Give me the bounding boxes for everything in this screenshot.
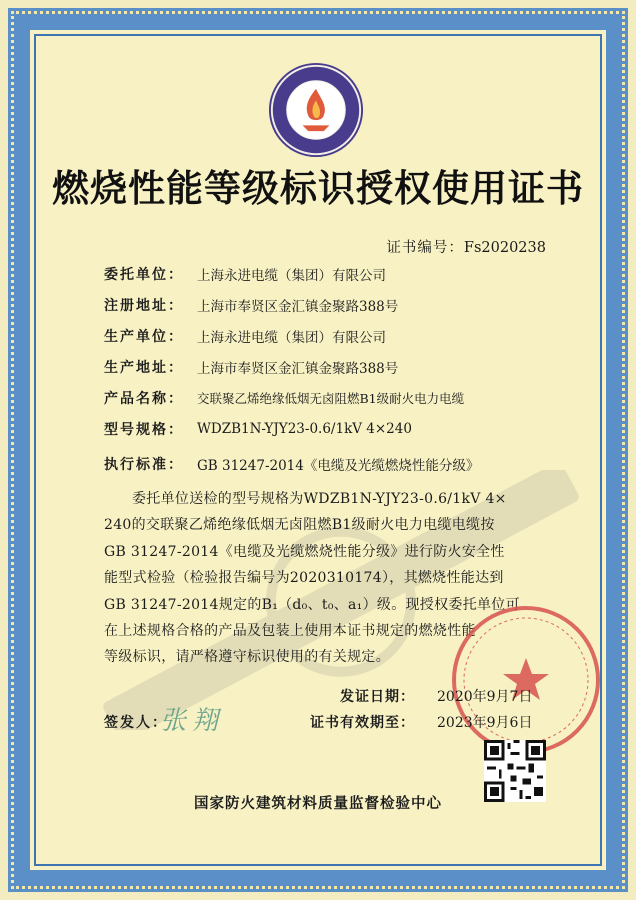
field-manufacturer bbox=[104, 320, 564, 351]
field-value: 上海市奉贤区金汇镇金聚路388号 bbox=[197, 360, 399, 377]
statement-line: 240的交联聚乙烯绝缘低烟无卤阻燃B1级耐火电力电缆电缆按 bbox=[104, 517, 495, 534]
field-standard bbox=[104, 448, 564, 479]
valid-until-date bbox=[310, 712, 532, 732]
certificate-title: 燃烧性能等级标识授权使用证书 bbox=[52, 166, 584, 210]
statement-line: 委托单位送检的型号规格为WDZB1N-YJY23-0.6/1kV 4× bbox=[132, 491, 507, 507]
official-seal-stamp bbox=[446, 600, 606, 760]
field-product-name bbox=[104, 382, 564, 413]
statement-line: 在上述规格合格的产品及包装上使用本证书规定的燃烧性能 bbox=[104, 623, 476, 640]
field-registered-address bbox=[104, 289, 564, 320]
field-label: 注册地址： bbox=[104, 297, 184, 314]
field-value: WDZB1N-YJY23-0.6/1kV 4×240 bbox=[197, 420, 412, 437]
valid-until-value: 2023年9月6日 bbox=[437, 715, 533, 731]
field-label: 生产地址： bbox=[104, 359, 184, 376]
issue-date-label: 发证日期： bbox=[340, 689, 415, 705]
field-label: 委托单位： bbox=[104, 266, 184, 283]
field-list bbox=[104, 258, 564, 479]
field-model-spec bbox=[104, 413, 564, 444]
field-value: 上海永进电缆（集团）有限公司 bbox=[197, 267, 386, 284]
statement-line: GB 31247-2014规定的B₁（d₀、t₀、a₁）级。现授权委托单位可 bbox=[104, 596, 520, 613]
field-label: 执行标准： bbox=[104, 456, 184, 473]
issue-date bbox=[340, 686, 532, 706]
field-value: 上海市奉贤区金汇镇金聚路388号 bbox=[197, 298, 399, 315]
statement-line: 等级标识，请严格遵守标识使用的有关规定。 bbox=[104, 649, 390, 666]
statement-line: GB 31247-2014《电缆及光缆燃烧性能分级》进行防火安全性 bbox=[104, 543, 505, 560]
statement-line: 能型式检验（检验报告编号为2020310174），其燃烧性能达到 bbox=[104, 570, 504, 587]
field-label: 生产单位： bbox=[104, 328, 184, 345]
handwritten-signature: 张翔 bbox=[160, 706, 225, 736]
field-label: 产品名称： bbox=[104, 390, 184, 407]
valid-until-label: 证书有效期至： bbox=[310, 715, 415, 731]
field-label: 型号规格： bbox=[104, 421, 184, 438]
field-production-address bbox=[104, 351, 564, 382]
cert-no-label: 证书编号： bbox=[386, 240, 464, 256]
certificate-number bbox=[386, 236, 546, 257]
field-value: GB 31247-2014《电缆及光缆燃烧性能分级》 bbox=[197, 457, 480, 474]
field-value: 上海永进电缆（集团）有限公司 bbox=[197, 329, 386, 346]
issuing-authority: 国家防火建筑材料质量监督检验中心 bbox=[194, 795, 442, 812]
field-value: 交联聚乙烯绝缘低烟无卤阻燃B1级耐火电力电缆 bbox=[197, 390, 465, 406]
flame-emblem-icon bbox=[268, 62, 364, 158]
signer-label: 签发人： bbox=[104, 715, 168, 731]
field-applicant bbox=[104, 258, 564, 289]
cert-no-value: Fs2020238 bbox=[463, 240, 546, 256]
issue-date-value: 2020年9月7日 bbox=[437, 689, 533, 705]
